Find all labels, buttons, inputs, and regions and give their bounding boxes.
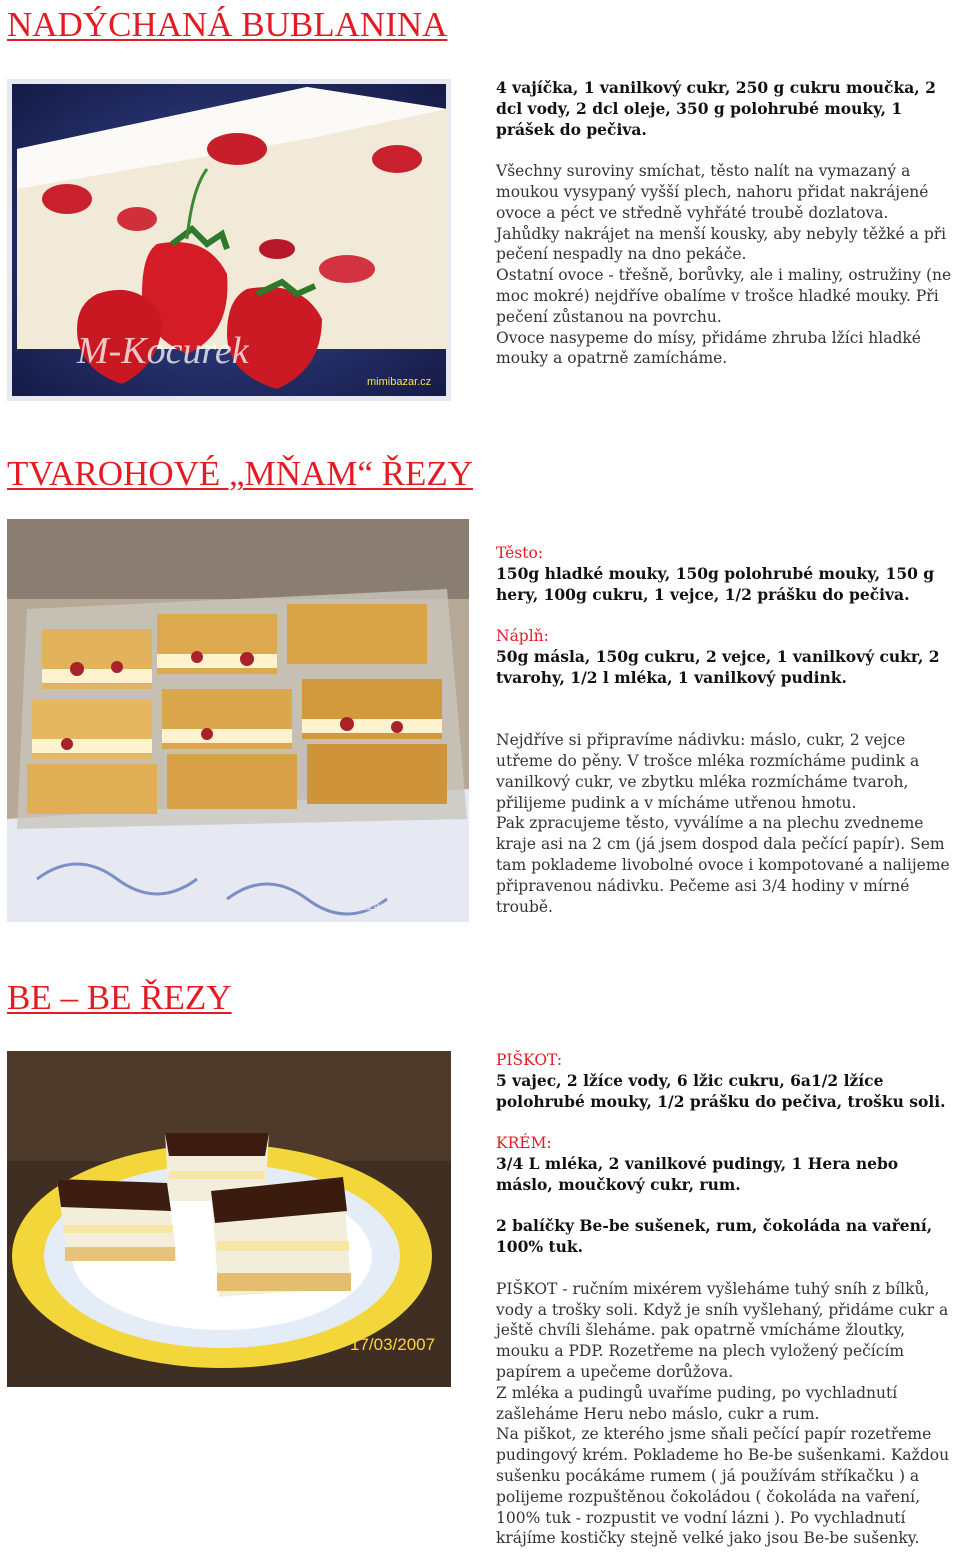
- photo-watermark: M-Kocurek: [77, 330, 249, 372]
- dough-label: Těsto:: [496, 544, 544, 562]
- recipe-2-text: [496, 543, 958, 917]
- recipe-3-step: Na piškot, ze kterého jsme sňali pečící papír rozetřeme pudingový krém. Poklademe ho Be-be sušenkami. Každou sušenku pocákáme rumem ( já používám stříkačku ) a polijeme rozpuštěnou čokoládou ( čokoláda na vaření, 100% tuk - rozpustit ve vodní lázni ). Po vychladnutí krájíme kostičky stejně velké jako jsou Be-be sušenky.: [496, 1425, 950, 1548]
- cream-ingredients: 3/4 L mléka, 2 vanilkové pudingy, 1 Hera nebo máslo, moučkový cukr, rum.: [496, 1153, 899, 1194]
- bebe-bars-photo: [7, 1051, 451, 1387]
- recipe-3-text: [496, 1050, 958, 1549]
- recipe-1-step: Ostatní ovoce - třešně, borůvky, ale i maliny, ostružiny (ne moc mokré) nejdříve obalíme v trošce hladké mouky. Při pečení zůstanou na povrchu.: [496, 266, 952, 326]
- recipe-3-step: PIŠKOT - ručním mixérem vyšleháme tuhý sníh z bílků, vody a trošky soli. Když je sníh vyšlehaný, přidáme cukr a ještě chvíli šleháme. pak opatrně vmícháme žloutky, mouku a PDP. Rozetřeme na plech vyložený pečícím papírem a upečeme dorůžova.: [496, 1279, 949, 1381]
- sponge-ingredients: 5 vajec, 2 lžíce vody, 6 lžic cukru, 6a1/2 lžíce polohrubé mouky, 1/2 prášku do pečiva, trošku soli.: [496, 1070, 946, 1111]
- cream-label: KRÉM:: [496, 1134, 552, 1153]
- sponge-label: PIŠKOT:: [496, 1051, 563, 1069]
- recipe-3-title: BE – BE ŘEZY: [7, 978, 232, 1017]
- recipe-1-step: Jahůdky nakrájet na menší kousky, aby nebyly těžké a při pečení nespadly na dno pekáče.: [496, 224, 947, 264]
- cheesecake-bars-photo: [7, 519, 469, 922]
- photo-site-mark: mimibazar.cz: [329, 899, 400, 913]
- recipe-1-title: NADÝCHANÁ BUBLANINA: [7, 5, 448, 44]
- photo-date-stamp: 17/03/2007: [350, 1335, 436, 1354]
- recipe-2-title: TVAROHOVÉ „MŇAM“ ŘEZY: [7, 454, 473, 493]
- recipe-3-step: Z mléka a pudingů uvaříme puding, po vychladnutí zašleháme Heru nebo máslo, cukr a rum.: [496, 1383, 898, 1423]
- recipe-2-step: Nejdříve si připravíme nádivku: máslo, cukr, 2 vejce utřeme do pěny. V trošce mléka rozmícháme pudink a vanilkový cukr, ve zbytku mléka rozmícháme tvaroh, přilijeme pudink a v mícháme utřenou hmotu.: [496, 731, 920, 812]
- recipe-1-step: Ovoce nasypeme do mísy, přidáme zhruba lžíci hladké mouky a opatrně zamícháme.: [496, 328, 921, 368]
- filling-label: Náplň:: [496, 627, 549, 646]
- recipe-1-step: Všechny suroviny smíchat, těsto nalít na vymazaný a moukou vysypaný vyšší plech, nahoru přidat nakrájené ovoce a péct ve středně vyhřáté troubě dozlatova.: [496, 162, 929, 222]
- dough-ingredients: 150g hladké mouky, 150g polohrubé mouky, 150 g hery, 100g cukru, 1 vejce, 1/2 prášku do pečiva.: [496, 563, 935, 604]
- recipe-1-ingredients: 4 vajíčka, 1 vanilkový cukr, 250 g cukru moučka, 2 dcl vody, 2 dcl oleje, 350 g polohrubé mouky, 1 prášek do pečiva.: [496, 78, 936, 139]
- photo-site-mark: mimibazar.cz: [367, 376, 432, 388]
- filling-ingredients: 50g másla, 150g cukru, 2 vejce, 1 vanilkový cukr, 2 tvarohy, 1/2 l mléka, 1 vanilkový pudink.: [496, 646, 940, 687]
- strawberry-cake-photo: [7, 79, 451, 401]
- recipe-1-text: [496, 78, 958, 369]
- extra-ingredients: 2 balíčky Be-be sušenek, rum, čokoláda na vaření, 100% tuk.: [496, 1216, 933, 1257]
- recipe-2-step: Pak zpracujeme těsto, vyválíme a na plechu zvedneme kraje asi na 2 cm (já jsem dospod dala pečící papír). Sem tam poklademe livobolné ovoce i kompotované a nalijeme připravenou nádivku. Pečeme asi 3/4 hodiny v mírné troubě.: [496, 814, 950, 916]
